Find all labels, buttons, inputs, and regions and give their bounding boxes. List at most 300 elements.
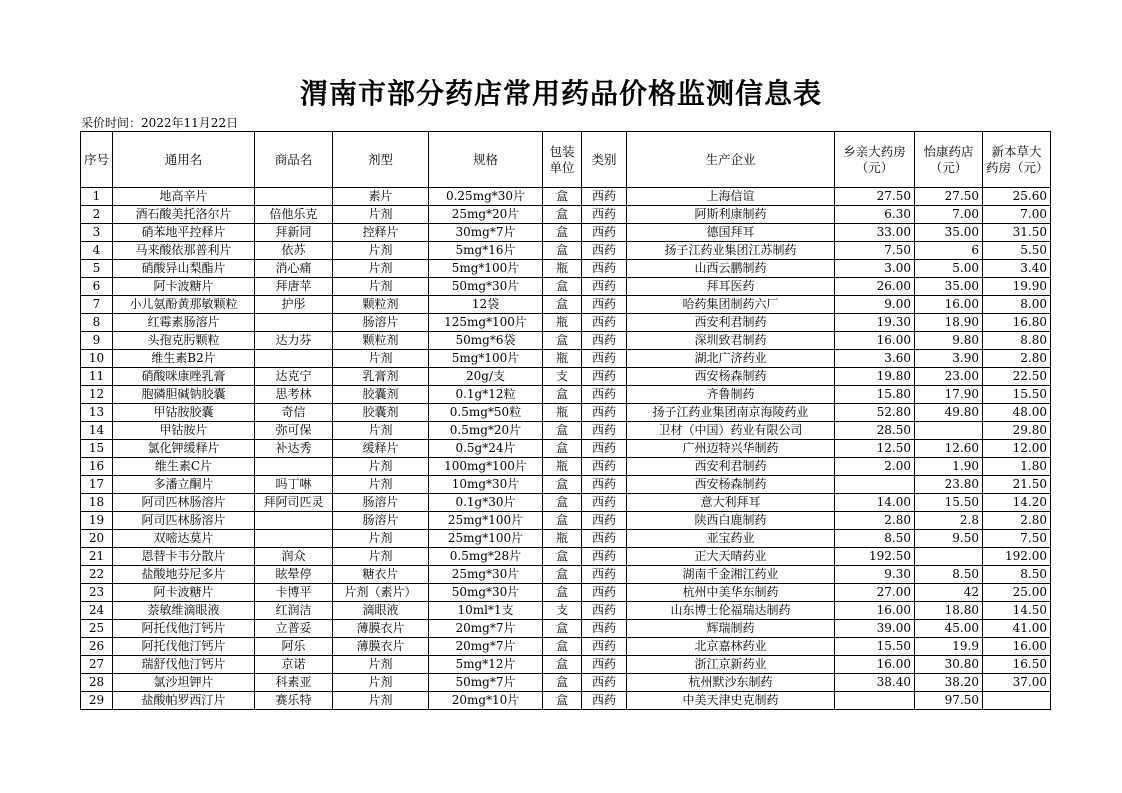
cell-seq: 24 bbox=[81, 602, 113, 620]
cell-category: 西药 bbox=[582, 530, 627, 548]
cell-seq: 12 bbox=[81, 386, 113, 404]
cell-spec: 0.5mg*28片 bbox=[429, 548, 543, 566]
header-category: 类别 bbox=[582, 132, 627, 188]
cell-package-unit: 盒 bbox=[543, 620, 582, 638]
cell-package-unit: 盒 bbox=[543, 332, 582, 350]
cell-manufacturer: 上海信谊 bbox=[627, 188, 835, 206]
cell-spec: 30mg*7片 bbox=[429, 224, 543, 242]
cell-spec: 0.5mg*50粒 bbox=[429, 404, 543, 422]
cell-category: 西药 bbox=[582, 422, 627, 440]
price-date-label: 采价时间：2022年11月22日 bbox=[81, 116, 239, 130]
cell-price-yikang: 35.00 bbox=[915, 224, 983, 242]
cell-package-unit: 盒 bbox=[543, 188, 582, 206]
cell-price-xinbencao: 7.50 bbox=[983, 530, 1051, 548]
cell-dosage-form: 素片 bbox=[333, 188, 429, 206]
cell-category: 西药 bbox=[582, 332, 627, 350]
cell-brand-name: 红润洁 bbox=[255, 602, 333, 620]
cell-price-yikang: 17.90 bbox=[915, 386, 983, 404]
cell-manufacturer: 深圳致君制药 bbox=[627, 332, 835, 350]
cell-dosage-form: 颗粒剂 bbox=[333, 332, 429, 350]
cell-generic-name: 阿卡波糖片 bbox=[113, 278, 255, 296]
cell-price-yikang: 42 bbox=[915, 584, 983, 602]
cell-price-xinbencao: 37.00 bbox=[983, 674, 1051, 692]
cell-brand-name: 吗丁啉 bbox=[255, 476, 333, 494]
price-table bbox=[80, 131, 1051, 710]
cell-price-xiangqin: 9.30 bbox=[835, 566, 915, 584]
cell-price-xinbencao: 16.50 bbox=[983, 656, 1051, 674]
cell-package-unit: 盒 bbox=[543, 422, 582, 440]
header-spec: 规格 bbox=[429, 132, 543, 188]
cell-category: 西药 bbox=[582, 476, 627, 494]
header-price-xinbencao: 新本草大药房（元） bbox=[983, 132, 1051, 188]
table-row bbox=[81, 224, 1051, 242]
cell-spec: 0.1g*30片 bbox=[429, 494, 543, 512]
cell-manufacturer: 湖南千金湘江药业 bbox=[627, 566, 835, 584]
cell-price-xiangqin: 15.50 bbox=[835, 638, 915, 656]
header-generic-name: 通用名 bbox=[113, 132, 255, 188]
table-row bbox=[81, 278, 1051, 296]
cell-generic-name: 瑞舒伐他汀钙片 bbox=[113, 656, 255, 674]
cell-spec: 20mg*10片 bbox=[429, 692, 543, 710]
cell-price-xiangqin bbox=[835, 476, 915, 494]
cell-category: 西药 bbox=[582, 314, 627, 332]
cell-dosage-form: 乳膏剂 bbox=[333, 368, 429, 386]
cell-dosage-form: 片剂 bbox=[333, 674, 429, 692]
cell-spec: 50mg*30片 bbox=[429, 278, 543, 296]
cell-price-xinbencao: 29.80 bbox=[983, 422, 1051, 440]
cell-generic-name: 酒石酸美托洛尔片 bbox=[113, 206, 255, 224]
cell-brand-name: 倍他乐克 bbox=[255, 206, 333, 224]
cell-package-unit: 盒 bbox=[543, 584, 582, 602]
cell-dosage-form: 胶囊剂 bbox=[333, 404, 429, 422]
cell-price-xiangqin: 27.00 bbox=[835, 584, 915, 602]
cell-price-xiangqin: 28.50 bbox=[835, 422, 915, 440]
cell-dosage-form: 肠溶片 bbox=[333, 512, 429, 530]
cell-price-yikang: 6 bbox=[915, 242, 983, 260]
cell-generic-name: 萘敏维滴眼液 bbox=[113, 602, 255, 620]
cell-seq: 28 bbox=[81, 674, 113, 692]
table-row bbox=[81, 530, 1051, 548]
cell-brand-name: 达克宁 bbox=[255, 368, 333, 386]
cell-brand-name: 依苏 bbox=[255, 242, 333, 260]
cell-manufacturer: 广州迈特兴华制药 bbox=[627, 440, 835, 458]
cell-category: 西药 bbox=[582, 692, 627, 710]
cell-spec: 0.5g*24片 bbox=[429, 440, 543, 458]
cell-price-yikang: 27.50 bbox=[915, 188, 983, 206]
cell-generic-name: 恩替卡韦分散片 bbox=[113, 548, 255, 566]
cell-manufacturer: 北京嘉林药业 bbox=[627, 638, 835, 656]
table-row bbox=[81, 188, 1051, 206]
cell-price-xinbencao: 41.00 bbox=[983, 620, 1051, 638]
cell-package-unit: 盒 bbox=[543, 386, 582, 404]
cell-manufacturer: 正大天晴药业 bbox=[627, 548, 835, 566]
cell-seq: 7 bbox=[81, 296, 113, 314]
cell-price-xinbencao: 8.00 bbox=[983, 296, 1051, 314]
cell-package-unit: 支 bbox=[543, 602, 582, 620]
cell-manufacturer: 德国拜耳 bbox=[627, 224, 835, 242]
cell-package-unit: 瓶 bbox=[543, 350, 582, 368]
cell-generic-name: 阿司匹林肠溶片 bbox=[113, 494, 255, 512]
cell-brand-name bbox=[255, 350, 333, 368]
cell-generic-name: 甲钴胺片 bbox=[113, 422, 255, 440]
cell-dosage-form: 片剂 bbox=[333, 458, 429, 476]
cell-price-xiangqin: 12.50 bbox=[835, 440, 915, 458]
cell-seq: 26 bbox=[81, 638, 113, 656]
header-dosage-form: 剂型 bbox=[333, 132, 429, 188]
cell-brand-name bbox=[255, 458, 333, 476]
cell-package-unit: 盒 bbox=[543, 206, 582, 224]
cell-seq: 13 bbox=[81, 404, 113, 422]
cell-dosage-form: 片剂 bbox=[333, 242, 429, 260]
cell-dosage-form: 片剂 bbox=[333, 656, 429, 674]
cell-spec: 20mg*7片 bbox=[429, 620, 543, 638]
cell-generic-name: 阿托伐他汀钙片 bbox=[113, 638, 255, 656]
table-row bbox=[81, 494, 1051, 512]
cell-dosage-form: 糖衣片 bbox=[333, 566, 429, 584]
cell-price-xiangqin: 14.00 bbox=[835, 494, 915, 512]
cell-package-unit: 盒 bbox=[543, 512, 582, 530]
cell-brand-name: 达力芬 bbox=[255, 332, 333, 350]
header-seq: 序号 bbox=[81, 132, 113, 188]
cell-price-xiangqin: 38.40 bbox=[835, 674, 915, 692]
table-row bbox=[81, 404, 1051, 422]
cell-manufacturer: 中美天津史克制药 bbox=[627, 692, 835, 710]
cell-brand-name bbox=[255, 314, 333, 332]
cell-category: 西药 bbox=[582, 296, 627, 314]
cell-seq: 3 bbox=[81, 224, 113, 242]
cell-category: 西药 bbox=[582, 584, 627, 602]
cell-price-xinbencao: 25.60 bbox=[983, 188, 1051, 206]
table-row bbox=[81, 368, 1051, 386]
cell-price-yikang: 12.60 bbox=[915, 440, 983, 458]
cell-dosage-form: 胶囊剂 bbox=[333, 386, 429, 404]
cell-price-xiangqin: 52.80 bbox=[835, 404, 915, 422]
table-row bbox=[81, 512, 1051, 530]
cell-dosage-form: 滴眼液 bbox=[333, 602, 429, 620]
cell-category: 西药 bbox=[582, 674, 627, 692]
cell-generic-name: 维生素B2片 bbox=[113, 350, 255, 368]
cell-price-xinbencao: 22.50 bbox=[983, 368, 1051, 386]
cell-price-yikang: 97.50 bbox=[915, 692, 983, 710]
cell-dosage-form: 片剂 bbox=[333, 278, 429, 296]
cell-manufacturer: 西安利君制药 bbox=[627, 314, 835, 332]
cell-price-xiangqin: 7.50 bbox=[835, 242, 915, 260]
cell-manufacturer: 哈药集团制药六厂 bbox=[627, 296, 835, 314]
cell-seq: 20 bbox=[81, 530, 113, 548]
cell-price-xiangqin: 3.60 bbox=[835, 350, 915, 368]
cell-generic-name: 硝酸咪康唑乳膏 bbox=[113, 368, 255, 386]
cell-price-yikang bbox=[915, 548, 983, 566]
cell-spec: 25mg*100片 bbox=[429, 530, 543, 548]
cell-spec: 5mg*100片 bbox=[429, 260, 543, 278]
cell-seq: 18 bbox=[81, 494, 113, 512]
cell-category: 西药 bbox=[582, 602, 627, 620]
cell-dosage-form: 片剂（素片） bbox=[333, 584, 429, 602]
cell-generic-name: 甲钴胺胶囊 bbox=[113, 404, 255, 422]
cell-spec: 12袋 bbox=[429, 296, 543, 314]
cell-price-xiangqin: 33.00 bbox=[835, 224, 915, 242]
page-title: 渭南市部分药店常用药品价格监测信息表 bbox=[299, 77, 822, 110]
cell-manufacturer: 阿斯利康制药 bbox=[627, 206, 835, 224]
cell-manufacturer: 辉瑞制药 bbox=[627, 620, 835, 638]
cell-category: 西药 bbox=[582, 206, 627, 224]
cell-generic-name: 红霉素肠溶片 bbox=[113, 314, 255, 332]
cell-category: 西药 bbox=[582, 548, 627, 566]
cell-category: 西药 bbox=[582, 458, 627, 476]
cell-category: 西药 bbox=[582, 404, 627, 422]
cell-generic-name: 头孢克肟颗粒 bbox=[113, 332, 255, 350]
header-manufacturer: 生产企业 bbox=[627, 132, 835, 188]
cell-manufacturer: 扬子江药业集团江苏制药 bbox=[627, 242, 835, 260]
cell-package-unit: 盒 bbox=[543, 494, 582, 512]
cell-price-xinbencao: 8.50 bbox=[983, 566, 1051, 584]
cell-brand-name: 润众 bbox=[255, 548, 333, 566]
cell-dosage-form: 片剂 bbox=[333, 548, 429, 566]
cell-price-xiangqin: 6.30 bbox=[835, 206, 915, 224]
cell-price-xinbencao: 14.20 bbox=[983, 494, 1051, 512]
cell-package-unit: 盒 bbox=[543, 638, 582, 656]
cell-price-xinbencao: 1.80 bbox=[983, 458, 1051, 476]
cell-package-unit: 瓶 bbox=[543, 404, 582, 422]
cell-seq: 15 bbox=[81, 440, 113, 458]
cell-brand-name: 拜阿司匹灵 bbox=[255, 494, 333, 512]
cell-package-unit: 盒 bbox=[543, 566, 582, 584]
cell-price-xiangqin: 39.00 bbox=[835, 620, 915, 638]
cell-dosage-form: 控释片 bbox=[333, 224, 429, 242]
cell-category: 西药 bbox=[582, 512, 627, 530]
table-row bbox=[81, 386, 1051, 404]
cell-category: 西药 bbox=[582, 440, 627, 458]
cell-category: 西药 bbox=[582, 566, 627, 584]
cell-dosage-form: 片剂 bbox=[333, 350, 429, 368]
cell-price-yikang: 1.90 bbox=[915, 458, 983, 476]
cell-price-yikang bbox=[915, 422, 983, 440]
table-row bbox=[81, 674, 1051, 692]
cell-dosage-form: 片剂 bbox=[333, 422, 429, 440]
cell-price-yikang: 18.80 bbox=[915, 602, 983, 620]
cell-manufacturer: 山西云鹏制药 bbox=[627, 260, 835, 278]
cell-price-xinbencao: 31.50 bbox=[983, 224, 1051, 242]
cell-brand-name: 眩晕停 bbox=[255, 566, 333, 584]
cell-seq: 10 bbox=[81, 350, 113, 368]
cell-seq: 2 bbox=[81, 206, 113, 224]
cell-seq: 14 bbox=[81, 422, 113, 440]
table-row bbox=[81, 458, 1051, 476]
cell-manufacturer: 卫材（中国）药业有限公司 bbox=[627, 422, 835, 440]
cell-dosage-form: 薄膜衣片 bbox=[333, 638, 429, 656]
cell-package-unit: 盒 bbox=[543, 224, 582, 242]
cell-spec: 5mg*12片 bbox=[429, 656, 543, 674]
cell-manufacturer: 拜耳医药 bbox=[627, 278, 835, 296]
cell-price-yikang: 8.50 bbox=[915, 566, 983, 584]
cell-price-yikang: 16.00 bbox=[915, 296, 983, 314]
cell-price-xiangqin: 27.50 bbox=[835, 188, 915, 206]
cell-generic-name: 阿司匹林肠溶片 bbox=[113, 512, 255, 530]
cell-package-unit: 盒 bbox=[543, 242, 582, 260]
cell-price-yikang: 35.00 bbox=[915, 278, 983, 296]
cell-package-unit: 盒 bbox=[543, 548, 582, 566]
cell-category: 西药 bbox=[582, 188, 627, 206]
cell-generic-name: 双嘧达莫片 bbox=[113, 530, 255, 548]
cell-package-unit: 支 bbox=[543, 368, 582, 386]
cell-dosage-form: 片剂 bbox=[333, 260, 429, 278]
cell-dosage-form: 片剂 bbox=[333, 206, 429, 224]
cell-spec: 20mg*7片 bbox=[429, 638, 543, 656]
cell-price-yikang: 18.90 bbox=[915, 314, 983, 332]
cell-seq: 29 bbox=[81, 692, 113, 710]
cell-brand-name bbox=[255, 530, 333, 548]
cell-package-unit: 瓶 bbox=[543, 530, 582, 548]
cell-manufacturer: 意大利拜耳 bbox=[627, 494, 835, 512]
cell-package-unit: 盒 bbox=[543, 440, 582, 458]
cell-seq: 17 bbox=[81, 476, 113, 494]
cell-category: 西药 bbox=[582, 386, 627, 404]
cell-brand-name: 弥可保 bbox=[255, 422, 333, 440]
table-row bbox=[81, 638, 1051, 656]
cell-seq: 9 bbox=[81, 332, 113, 350]
cell-generic-name: 盐酸地芬尼多片 bbox=[113, 566, 255, 584]
cell-package-unit: 瓶 bbox=[543, 314, 582, 332]
cell-seq: 1 bbox=[81, 188, 113, 206]
cell-price-xiangqin: 26.00 bbox=[835, 278, 915, 296]
cell-seq: 19 bbox=[81, 512, 113, 530]
cell-spec: 0.1g*12粒 bbox=[429, 386, 543, 404]
cell-price-xinbencao: 2.80 bbox=[983, 512, 1051, 530]
cell-manufacturer: 齐鲁制药 bbox=[627, 386, 835, 404]
cell-generic-name: 硝苯地平控释片 bbox=[113, 224, 255, 242]
cell-brand-name: 拜新同 bbox=[255, 224, 333, 242]
cell-dosage-form: 肠溶片 bbox=[333, 494, 429, 512]
cell-price-xinbencao: 48.00 bbox=[983, 404, 1051, 422]
cell-package-unit: 盒 bbox=[543, 656, 582, 674]
cell-generic-name: 硝酸异山梨酯片 bbox=[113, 260, 255, 278]
cell-generic-name: 维生素C片 bbox=[113, 458, 255, 476]
cell-price-yikang: 49.80 bbox=[915, 404, 983, 422]
cell-category: 西药 bbox=[582, 656, 627, 674]
cell-price-xiangqin: 2.00 bbox=[835, 458, 915, 476]
cell-category: 西药 bbox=[582, 638, 627, 656]
cell-generic-name: 多潘立酮片 bbox=[113, 476, 255, 494]
cell-manufacturer: 杭州默沙东制药 bbox=[627, 674, 835, 692]
cell-seq: 4 bbox=[81, 242, 113, 260]
cell-price-xiangqin: 8.50 bbox=[835, 530, 915, 548]
cell-price-xinbencao: 16.80 bbox=[983, 314, 1051, 332]
cell-generic-name: 阿卡波糖片 bbox=[113, 584, 255, 602]
cell-price-xinbencao: 21.50 bbox=[983, 476, 1051, 494]
cell-manufacturer: 山东博士伦福瑞达制药 bbox=[627, 602, 835, 620]
cell-price-xinbencao: 8.80 bbox=[983, 332, 1051, 350]
cell-price-xinbencao: 19.90 bbox=[983, 278, 1051, 296]
cell-dosage-form: 缓释片 bbox=[333, 440, 429, 458]
table-row bbox=[81, 440, 1051, 458]
cell-spec: 0.25mg*30片 bbox=[429, 188, 543, 206]
table-row bbox=[81, 602, 1051, 620]
cell-dosage-form: 片剂 bbox=[333, 476, 429, 494]
cell-category: 西药 bbox=[582, 368, 627, 386]
cell-generic-name: 盐酸帕罗西汀片 bbox=[113, 692, 255, 710]
table-row bbox=[81, 476, 1051, 494]
cell-spec: 10mg*30片 bbox=[429, 476, 543, 494]
cell-price-yikang: 23.00 bbox=[915, 368, 983, 386]
cell-brand-name: 阿乐 bbox=[255, 638, 333, 656]
cell-spec: 100mg*100片 bbox=[429, 458, 543, 476]
cell-price-yikang: 45.00 bbox=[915, 620, 983, 638]
cell-price-xiangqin: 16.00 bbox=[835, 656, 915, 674]
cell-spec: 25mg*100片 bbox=[429, 512, 543, 530]
cell-package-unit: 盒 bbox=[543, 296, 582, 314]
cell-price-xiangqin: 15.80 bbox=[835, 386, 915, 404]
cell-dosage-form: 薄膜衣片 bbox=[333, 620, 429, 638]
cell-category: 西药 bbox=[582, 620, 627, 638]
cell-price-yikang: 38.20 bbox=[915, 674, 983, 692]
cell-package-unit: 盒 bbox=[543, 674, 582, 692]
cell-generic-name: 氯化钾缓释片 bbox=[113, 440, 255, 458]
cell-price-yikang: 30.80 bbox=[915, 656, 983, 674]
cell-manufacturer: 杭州中美华东制药 bbox=[627, 584, 835, 602]
cell-price-xiangqin bbox=[835, 692, 915, 710]
cell-generic-name: 马来酸依那普利片 bbox=[113, 242, 255, 260]
cell-category: 西药 bbox=[582, 260, 627, 278]
cell-category: 西药 bbox=[582, 278, 627, 296]
cell-price-xinbencao: 3.40 bbox=[983, 260, 1051, 278]
table-row bbox=[81, 350, 1051, 368]
cell-price-xiangqin: 16.00 bbox=[835, 602, 915, 620]
header-package-unit: 包装单位 bbox=[543, 132, 582, 188]
cell-brand-name: 护彤 bbox=[255, 296, 333, 314]
cell-price-xinbencao: 14.50 bbox=[983, 602, 1051, 620]
cell-generic-name: 胞磷胆碱钠胶囊 bbox=[113, 386, 255, 404]
cell-price-yikang: 9.80 bbox=[915, 332, 983, 350]
cell-spec: 50mg*6袋 bbox=[429, 332, 543, 350]
cell-price-xinbencao: 12.00 bbox=[983, 440, 1051, 458]
cell-generic-name: 氯沙坦钾片 bbox=[113, 674, 255, 692]
table-row bbox=[81, 260, 1051, 278]
cell-dosage-form: 颗粒剂 bbox=[333, 296, 429, 314]
cell-price-xinbencao: 15.50 bbox=[983, 386, 1051, 404]
cell-price-xiangqin: 192.50 bbox=[835, 548, 915, 566]
cell-price-xiangqin: 9.00 bbox=[835, 296, 915, 314]
cell-brand-name: 奇信 bbox=[255, 404, 333, 422]
cell-brand-name: 拜唐苹 bbox=[255, 278, 333, 296]
cell-brand-name: 立普妥 bbox=[255, 620, 333, 638]
cell-spec: 125mg*100片 bbox=[429, 314, 543, 332]
cell-seq: 16 bbox=[81, 458, 113, 476]
cell-spec: 10ml*1支 bbox=[429, 602, 543, 620]
cell-brand-name: 卡博平 bbox=[255, 584, 333, 602]
table-row bbox=[81, 332, 1051, 350]
cell-manufacturer: 扬子江药业集团南京海陵药业 bbox=[627, 404, 835, 422]
cell-price-xinbencao: 5.50 bbox=[983, 242, 1051, 260]
cell-manufacturer: 西安杨森制药 bbox=[627, 476, 835, 494]
cell-dosage-form: 片剂 bbox=[333, 530, 429, 548]
cell-brand-name bbox=[255, 512, 333, 530]
cell-price-xinbencao bbox=[983, 692, 1051, 710]
cell-price-yikang: 7.00 bbox=[915, 206, 983, 224]
cell-price-yikang: 3.90 bbox=[915, 350, 983, 368]
cell-dosage-form: 肠溶片 bbox=[333, 314, 429, 332]
cell-manufacturer: 亚宝药业 bbox=[627, 530, 835, 548]
cell-seq: 11 bbox=[81, 368, 113, 386]
cell-spec: 20g/支 bbox=[429, 368, 543, 386]
cell-price-xiangqin: 19.80 bbox=[835, 368, 915, 386]
cell-price-xiangqin: 16.00 bbox=[835, 332, 915, 350]
cell-spec: 25mg*20片 bbox=[429, 206, 543, 224]
table-row bbox=[81, 656, 1051, 674]
table-row bbox=[81, 422, 1051, 440]
table-row bbox=[81, 692, 1051, 710]
cell-price-xinbencao: 25.00 bbox=[983, 584, 1051, 602]
cell-price-xiangqin: 19.30 bbox=[835, 314, 915, 332]
